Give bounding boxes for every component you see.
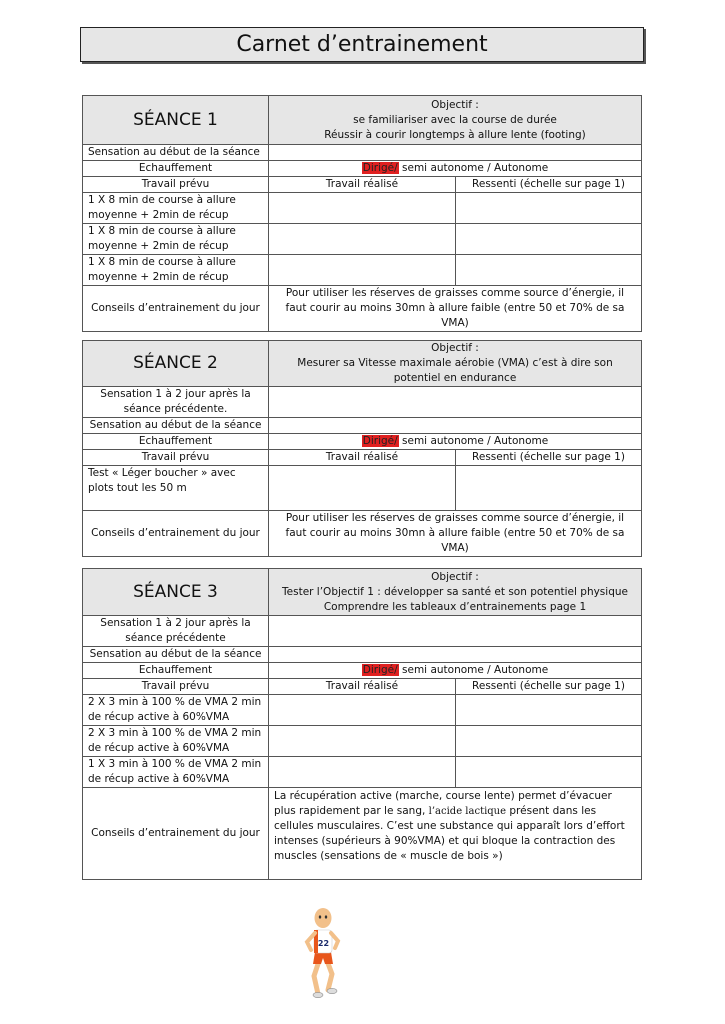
exercise-cell: 1 X 8 min de course à allure moyenne + 2min de récup [83,255,269,286]
done-field[interactable] [269,193,456,224]
warmup-label: Echauffement [83,663,269,679]
felt-field[interactable] [456,726,642,757]
after-sensation-label: Sensation 1 à 2 jour après la séance précédente. [83,387,269,418]
felt-field[interactable] [456,255,642,286]
objective-line: Réussir à courir longtemps à allure lente (footing) [324,128,586,141]
col-done: Travail réalisé [269,679,456,695]
advice-part: La récupération active (marche, course lente) permet d’évacuer plus rapidement par le sang, [274,790,612,817]
objective-cell [269,341,642,387]
exercise-cell: 1 X 8 min de course à allure moyenne + 2min de récup [83,193,269,224]
done-field[interactable] [269,757,456,788]
after-sensation-field[interactable] [269,616,642,647]
start-sensation-label: Sensation au début de la séance [83,647,269,663]
col-felt: Ressenti (échelle sur page 1) [456,177,642,193]
start-sensation-field[interactable] [269,647,642,663]
start-sensation-field[interactable] [269,418,642,434]
objective-line: Comprendre les tableaux d’entrainements page 1 [323,600,587,613]
col-planned: Travail prévu [83,679,269,695]
exercise-cell: Test « Léger boucher » avec plots tout les 50 m [83,466,269,511]
exercise-cell: 2 X 3 min à 100 % de VMA 2 min de récup active à 60%VMA [83,726,269,757]
seance-3-table [82,568,642,880]
warmup-options: semi autonome / Autonome [398,162,549,174]
col-done: Travail réalisé [269,450,456,466]
warmup-mode [269,434,642,450]
seance-title: SÉANCE 2 [83,341,269,387]
page-title: Carnet d’entrainement [80,27,644,62]
advice-text: Pour utiliser les réserves de graisses comme source d’énergie, il faut courir au moins 30mn à allure faible (entre 50 et 70% de sa VMA) [269,511,642,557]
advice-label: Conseils d’entrainement du jour [83,511,269,557]
advice-text: Pour utiliser les réserves de graisses comme source d’énergie, il faut courir au moins 30mn à allure faible (entre 50 et 70% de sa VMA) [269,286,642,332]
warmup-options: semi autonome / Autonome [398,435,549,447]
after-sensation-label: Sensation 1 à 2 jour après la séance précédente [83,616,269,647]
felt-field[interactable] [456,695,642,726]
objective-line: se familiariser avec la course de durée [353,113,557,126]
start-sensation-label: Sensation au début de la séance [83,145,269,161]
runner-bib: 22 [317,939,330,948]
done-field[interactable] [269,695,456,726]
col-felt: Ressenti (échelle sur page 1) [456,679,642,695]
done-field[interactable] [269,726,456,757]
objective-cell [269,569,642,616]
advice-text [269,788,642,880]
warmup-label: Echauffement [83,161,269,177]
col-done: Travail réalisé [269,177,456,193]
done-field[interactable] [269,466,456,511]
start-sensation-label: Sensation au début de la séance [83,418,269,434]
warmup-label: Echauffement [83,434,269,450]
seance-1-table [82,95,642,332]
warmup-dirige: Dirigé/ [362,435,398,447]
objective-line: Mesurer sa Vitesse maximale aérobie (VMA) c’est à dire son potentiel en endurance [297,357,613,384]
objective-line: Tester l’Objectif 1 : développer sa santé et son potentiel physique [282,585,628,598]
felt-field[interactable] [456,224,642,255]
col-planned: Travail prévu [83,177,269,193]
felt-field[interactable] [456,757,642,788]
done-field[interactable] [269,224,456,255]
advice-label: Conseils d’entrainement du jour [83,788,269,880]
done-field[interactable] [269,255,456,286]
advice-part: présent dans les cellules musculaires. C’est une substance qui apparaît lors d’effort intenses (supérieurs à 90%VMA) et qui bloque la contraction des muscles (sensations de « muscle de bois ») [274,805,625,862]
exercise-cell: 1 X 8 min de course à allure moyenne + 2min de récup [83,224,269,255]
exercise-cell: 1 X 3 min à 100 % de VMA 2 min de récup active à 60%VMA [83,757,269,788]
start-sensation-field[interactable] [269,145,642,161]
objective-label: Objectif : [431,570,479,583]
seance-2-table [82,340,642,557]
felt-field[interactable] [456,466,642,511]
advice-term: l’acide lactique [428,806,507,817]
warmup-options: semi autonome / Autonome [398,664,549,676]
col-planned: Travail prévu [83,450,269,466]
col-felt: Ressenti (échelle sur page 1) [456,450,642,466]
seance-title: SÉANCE 1 [83,96,269,145]
exercise-cell: 2 X 3 min à 100 % de VMA 2 min de récup active à 60%VMA [83,695,269,726]
objective-label: Objectif : [431,98,479,111]
objective-cell [269,96,642,145]
warmup-mode [269,663,642,679]
objective-label: Objectif : [431,342,479,354]
warmup-dirige: Dirigé/ [362,162,398,174]
advice-label: Conseils d’entrainement du jour [83,286,269,332]
felt-field[interactable] [456,193,642,224]
seance-title: SÉANCE 3 [83,569,269,616]
warmup-mode [269,161,642,177]
runner-illustration [298,900,348,1000]
warmup-dirige: Dirigé/ [362,664,398,676]
after-sensation-field[interactable] [269,387,642,418]
